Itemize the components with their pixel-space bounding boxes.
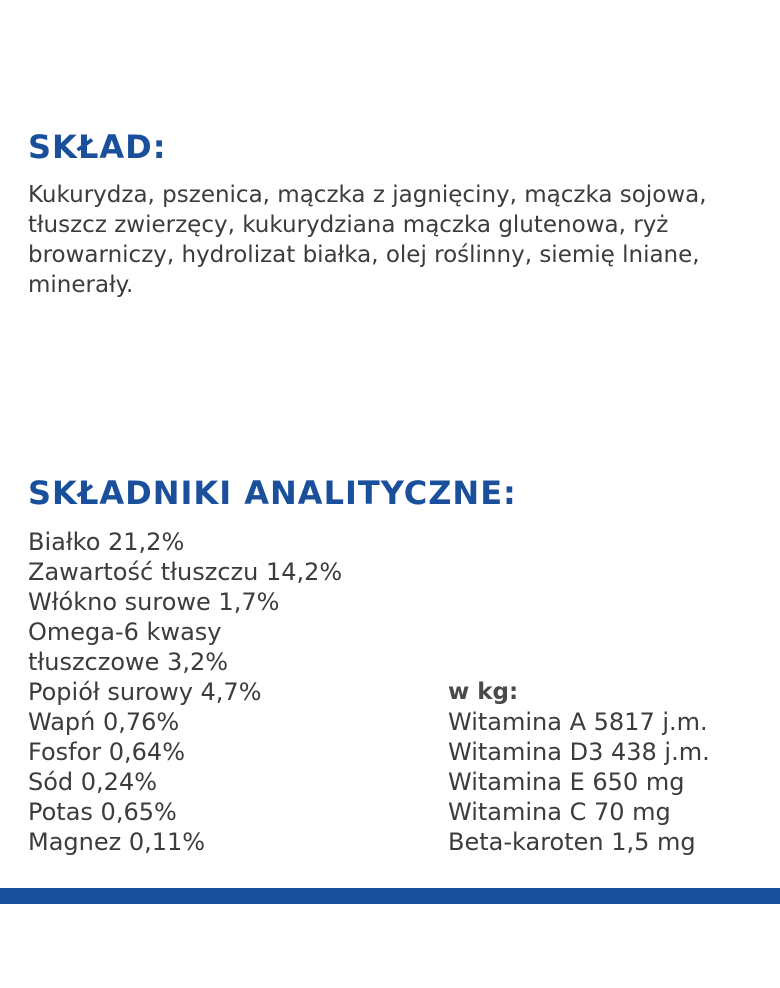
- composition-text: Kukurydza, pszenica, mączka z jagnięciny, mączka sojowa, tłuszcz zwierzęcy, kukurydziana mączka glutenowa, ryż browarniczy, hydrolizat białka, olej roślinny, siemię lniane, minerały.: [28, 182, 707, 298]
- vitamin-item: Witamina D3 438 j.m.: [448, 738, 710, 766]
- analytical-item: Zawartość tłuszczu 14,2%: [28, 558, 343, 586]
- analytical-item: tłuszczowe 3,2%: [28, 648, 229, 676]
- analytical-item: Popiół surowy 4,7%: [28, 678, 262, 706]
- analytical-item: Włókno surowe 1,7%: [28, 588, 280, 616]
- analytical-heading: SKŁADNIKI ANALITYCZNE:: [28, 474, 517, 512]
- vitamin-item: Beta-karoten 1,5 mg: [448, 828, 696, 856]
- bottom-divider-bar: [0, 888, 780, 904]
- composition-heading: SKŁAD:: [28, 128, 167, 166]
- vitamins-title: w kg:: [448, 679, 519, 705]
- analytical-list: [28, 527, 342, 857]
- analytical-item: Fosfor 0,64%: [28, 738, 186, 766]
- vitamin-item: Witamina A 5817 j.m.: [448, 708, 708, 736]
- analytical-item: Białko 21,2%: [28, 528, 185, 556]
- analytical-item: Magnez 0,11%: [28, 828, 206, 856]
- analytical-item: Sód 0,24%: [28, 768, 158, 796]
- vitamin-item: Witamina E 650 mg: [448, 768, 685, 796]
- analytical-item: Potas 0,65%: [28, 798, 177, 826]
- analytical-item: Omega-6 kwasy: [28, 618, 222, 646]
- vitamins-list: [448, 707, 710, 857]
- vitamin-item: Witamina C 70 mg: [448, 798, 671, 826]
- vitamins-section: [448, 677, 710, 857]
- analytical-item: Wapń 0,76%: [28, 708, 180, 736]
